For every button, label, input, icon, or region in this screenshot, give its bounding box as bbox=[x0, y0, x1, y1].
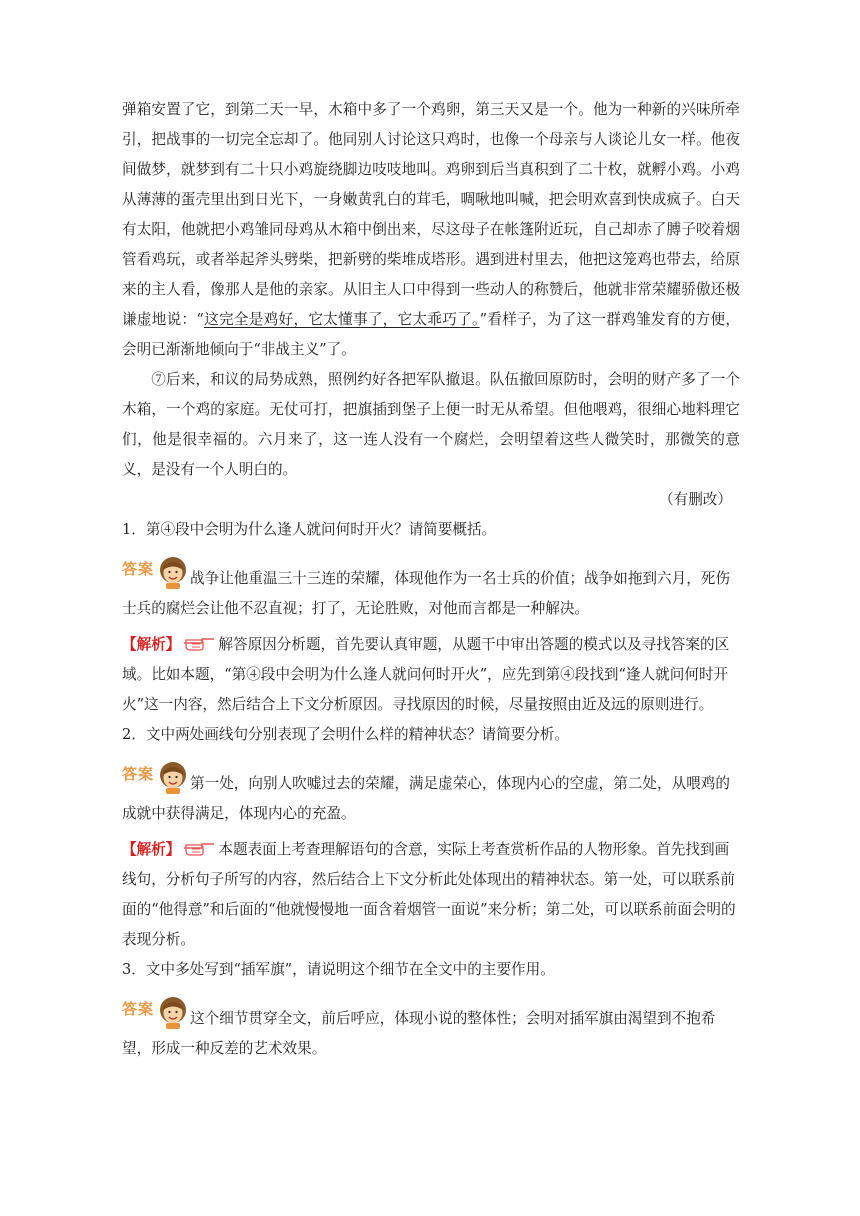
analysis-text: 解答原因分析题，首先要认真审题，从题干中审出答题的模式以及寻找答案的区域。比如本题，“第④段中会明为什么逢人就问何时开火”，应先到第④段找到“逢人就问何时开火”这一内容，然后结合上下文分析原因。寻找原因的时候，尽量按照由近及远的原则进行。 bbox=[122, 636, 730, 713]
analysis-tag: 【解析】 bbox=[122, 841, 181, 858]
answer-tag: 答案 bbox=[122, 1000, 155, 1018]
answer-2 bbox=[122, 760, 740, 829]
cartoon-avatar-icon bbox=[158, 995, 188, 1029]
question-2: 2．文中两处画线句分别表现了会明什么样的精神状态？请简要分析。 bbox=[122, 726, 570, 743]
question-1: 1．第④段中会明为什么逢人就问何时开火？请简要概括。 bbox=[122, 521, 497, 538]
cartoon-avatar-icon bbox=[158, 555, 188, 589]
question-3: 3．文中多处写到“插军旗”，请说明这个细节在全文中的主要作用。 bbox=[122, 961, 555, 978]
passage-paragraph-7: ⑦后来，和议的局势成熟，照例约好各把军队撤退。队伍撤回原防时，会明的财产多了一个木箱，一个鸡的家庭。无仗可打，把旗插到堡子上便一时无从希望。但他喂鸡，很细心地料理它们，他是很幸福的。六月来了，这一连人没有一个腐烂，会明望着这些人微笑时，那微笑的意义，是没有一个人明白的。 bbox=[122, 371, 740, 478]
cartoon-avatar-icon bbox=[158, 760, 188, 794]
answer-3 bbox=[122, 995, 740, 1064]
answer-tag: 答案 bbox=[122, 560, 155, 578]
analysis-text: 本题表面上考查理解语句的含意，实际上考查赏析作品的人物形象。首先找到画线句，分析句子所写的内容，然后结合上下文分析此处体现出的精神状态。第一处，可以联系前面的“他得意”和后面的“他就慢慢地一面含着烟管一面说”来分析；第二处，可以联系前面会明的表现分析。 bbox=[122, 841, 736, 948]
answer-text: 战争让他重温三十三连的荣耀，体现他作为一名士兵的价值；战争如拖到六月，死伤士兵的腐烂会让他不忍直视；打了，无论胜败，对他而言都是一种解决。 bbox=[122, 570, 730, 617]
analysis-tag: 【解析】 bbox=[122, 636, 181, 653]
pointing-hand-icon bbox=[182, 839, 216, 857]
analysis-1 bbox=[122, 630, 740, 720]
passage-paragraph-6 bbox=[122, 95, 740, 365]
source-note: （有删改） bbox=[659, 491, 732, 508]
passage-text: ”看样子，为了这一群鸡雏发育的方便，会明已渐渐地倾向于“非战主义”了。 bbox=[122, 311, 741, 358]
underlined-sentence: 这完全是鸡好，它太懂事了，它太乖巧了。 bbox=[203, 311, 480, 328]
answer-text: 这个细节贯穿全文，前后呼应，体现小说的整体性；会明对插军旗由渴望到不抱希望，形成一种反差的艺术效果。 bbox=[122, 1010, 716, 1057]
answer-1 bbox=[122, 555, 740, 624]
passage-text: 弹箱安置了它，到第二天一早，木箱中多了一个鸡卵，第三天又是一个。他为一种新的兴味所牵引，把战事的一切完全忘却了。他同别人讨论这只鸡时，也像一个母亲与人谈论儿女一样。他夜间做梦，就梦到有二十只小鸡旋绕脚边吱吱地叫。鸡卵到后当真积到了二十枚，就孵小鸡。小鸡从薄薄的蛋壳里出到日光下，一身嫩黄乳白的茸毛，啁啾地叫喊，把会明欢喜到快成疯子。白天有太阳，他就把小鸡雏同母鸡从木箱中倒出来，尽这母子在帐篷附近玩，自己却赤了膊子咬着烟管看鸡玩，或者举起斧头劈柴，把新劈的柴堆成塔形。遇到进村里去，他把这笼鸡也带去，给原来的主人看，像那人是他的亲家。从旧主人口中得到一些动人的称赞后，他就非常荣耀骄傲还极谦虚地说：“ bbox=[122, 101, 740, 328]
analysis-2 bbox=[122, 835, 740, 955]
answer-text: 第一处，向别人吹嘘过去的荣耀，满足虚荣心，体现内心的空虚，第二处，从喂鸡的成就中获得满足，体现内心的充盈。 bbox=[122, 775, 730, 822]
pointing-hand-icon bbox=[182, 634, 216, 652]
document-content bbox=[122, 95, 740, 1064]
answer-tag: 答案 bbox=[122, 765, 155, 783]
